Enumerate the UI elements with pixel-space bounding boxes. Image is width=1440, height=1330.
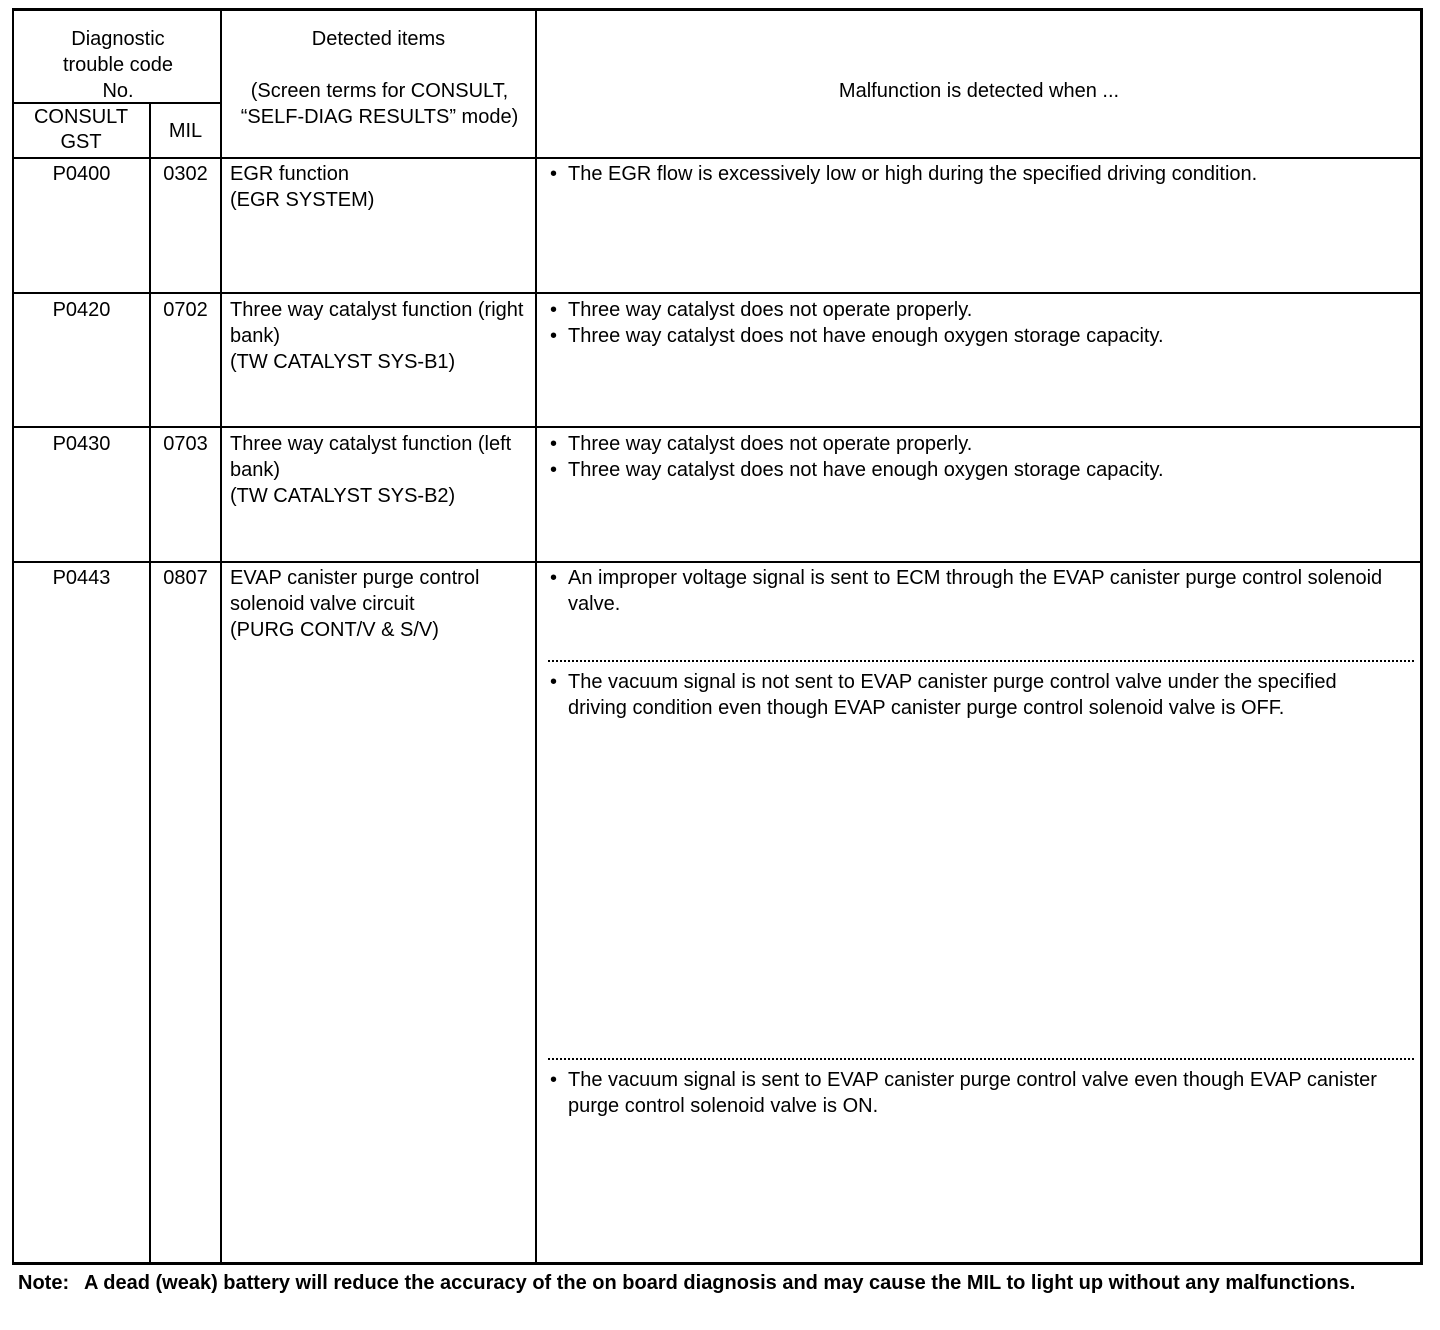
item-name: EGR function (230, 163, 349, 185)
item-screen-term: (EGR SYSTEM) (230, 189, 375, 211)
row-consult-gst: P0420 (52, 299, 111, 321)
header-consult-gst: CONSULT GST (33, 106, 129, 153)
note-text: A dead (weak) battery will reduce the accuracy of the on board diagnosis and may cause the MIL to light up without any malfunctions. (84, 1272, 1356, 1294)
condition-item: • An improper voltage signal is sent to ECM through the EVAP canister purge control solenoid valve. (546, 565, 1396, 617)
row-detected-item (230, 565, 532, 643)
condition-item: • Three way catalyst does not have enough oxygen storage capacity. (546, 323, 1418, 349)
row-mil: 0302 (163, 163, 208, 185)
col-divider-consult-mil (149, 103, 151, 1263)
row-detected-item (230, 161, 532, 213)
row-consult-gst: P0443 (52, 567, 111, 589)
condition-item: • The EGR flow is excessively low or high during the specified driving condition. (546, 161, 1418, 187)
row-conditions (546, 431, 1418, 483)
item-name: Three way catalyst function (left bank) (230, 433, 512, 481)
footnote (18, 1270, 1418, 1297)
row-conditions (546, 161, 1418, 187)
item-screen-term: (TW CATALYST SYS-B2) (230, 485, 456, 507)
row-conditions (546, 297, 1418, 349)
row-divider (13, 292, 1421, 294)
row-divider (13, 561, 1421, 563)
item-name: Three way catalyst function (right bank) (230, 299, 524, 347)
header-bottom-line (13, 157, 1421, 159)
row-divider (13, 426, 1421, 428)
note-label: Note: (18, 1272, 70, 1294)
row-detected-item (230, 431, 532, 509)
row-conditions (546, 565, 1396, 617)
item-screen-term: (PURG CONT/V & S/V) (230, 619, 439, 641)
row-mil: 0703 (163, 433, 208, 455)
row-detected-item (230, 297, 532, 375)
dotted-separator (548, 1058, 1414, 1060)
header-screen-terms: (Screen terms for CONSULT, “SELF-DIAG RESULTS” mode) (240, 80, 519, 128)
header-dtc-group: Diagnostic trouble code No. (62, 28, 174, 102)
item-screen-term: (TW CATALYST SYS-B1) (230, 351, 456, 373)
row-conditions (546, 1067, 1396, 1119)
col-divider-mil-items (220, 10, 222, 1263)
condition-item: • Three way catalyst does not operate properly. (546, 297, 1418, 323)
condition-item: • The vacuum signal is not sent to EVAP canister purge control valve under the specified driving condition even though EVAP canister purge control solenoid valve is OFF. (546, 669, 1396, 721)
condition-item: • Three way catalyst does not have enough oxygen storage capacity. (546, 457, 1418, 483)
row-consult-gst: P0430 (52, 433, 111, 455)
row-conditions (546, 669, 1396, 721)
condition-item: • Three way catalyst does not operate properly. (546, 431, 1418, 457)
col-divider-items-malfunction (535, 10, 537, 1263)
dotted-separator (548, 660, 1414, 662)
header-mil: MIL (168, 120, 203, 142)
row-mil: 0807 (163, 567, 208, 589)
condition-item: • The vacuum signal is sent to EVAP canister purge control valve even though EVAP canister purge control solenoid valve is ON. (546, 1067, 1396, 1119)
header-malfunction: Malfunction is detected when ... (838, 80, 1120, 102)
row-mil: 0702 (163, 299, 208, 321)
item-name: EVAP canister purge control solenoid valve circuit (230, 567, 480, 615)
row-consult-gst: P0400 (52, 163, 111, 185)
header-detected-items: Detected items (311, 28, 446, 50)
